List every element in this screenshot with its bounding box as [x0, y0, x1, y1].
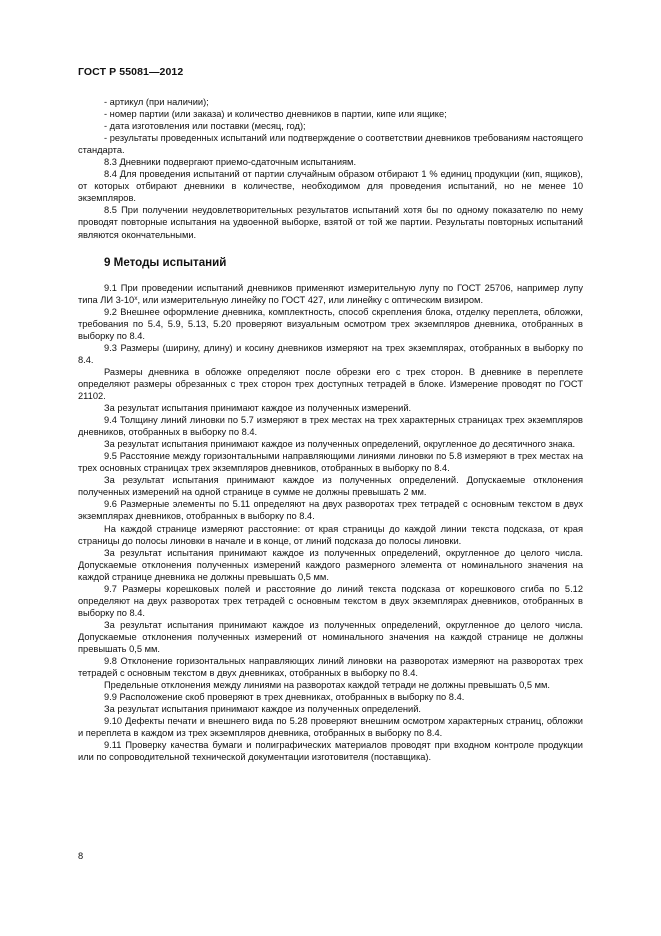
clause-9-7-para-2: За результат испытания принимают каждое из полученных определений, округленное до целого числа. Допускаемые отклонения полученных измерений от номинального значения на каждой странице не должны превышать 0,5 мм.: [78, 619, 583, 654]
list-item-batch-number: - номер партии (или заказа) и количество дневников в партии, кипе или ящике;: [104, 109, 447, 120]
clause-9-4: 9.4 Толщину линий линовки по 5.7 измеряют в трех местах на трех характерных страницах трех экземпляров дневников, отобранных в выборку по 8.4.: [78, 415, 583, 438]
clause-9-6-para-3: За результат испытания принимают каждое из полученных определений, округленное до целого числа. Допускаемые отклонения полученных измерений каждого размерного элемента от номинального значения на каждой странице дневника не должны превышать 0,5 мм.: [78, 547, 583, 582]
clause-8-4: 8.4 Для проведения испытаний от партии случайным образом отбирают 1 % единиц продукции (кип, ящиков), от которых отбирают дневники в количестве, необходимом для проведения испытаний, но не менее 10 экземпляров.: [78, 169, 583, 204]
clause-9-4-para-2: За результат испытания принимают каждое из полученных определений, округленное до десятичного знака.: [104, 439, 576, 450]
standard-header: ГОСТ Р 55081—2012: [78, 66, 184, 78]
page-content: [78, 96, 583, 763]
clause-9-1-text-b: , или измерительную линейку по ГОСТ 427, или линейку с оптическим визиром.: [137, 294, 484, 305]
clause-9-8: 9.8 Отклонение горизонтальных направляющих линий линовки на разворотах измеряют на разворотах трех тетрадей с основным текстом в двух дневниках, отобранных в выборку по 8.4.: [78, 656, 583, 679]
clause-9-3: 9.3 Размеры (ширину, длину) и косину дневников измеряют на трех экземплярах, отобранных в выборку по 8.4.: [78, 342, 583, 365]
clause-9-10: 9.10 Дефекты печати и внешнего вида по 5.28 проверяют внешним осмотром характерных страниц, обложки и переплета в каждом из трех экземпляров дневника, отобранных в выборку по 8.4.: [78, 716, 583, 739]
clause-9-5: 9.5 Расстояние между горизонтальными направляющими линиями линовки по 5.8 измеряют в трех местах на трех основных страницах трех экземпляров дневников, отобранных в выборку по 8.4.: [78, 451, 583, 474]
clause-9-3-para-3: За результат испытания принимают каждое из полученных измерений.: [104, 403, 412, 414]
section-heading: 9 Методы испытаний: [104, 255, 227, 269]
clause-8-5: 8.5 При получении неудовлетворительных результатов испытаний хотя бы по одному показателю по нему проводят повторные испытания на удвоенной выборке, взятой от той же партии. Результаты повторных испытаний являются окончательными.: [78, 205, 583, 240]
clause-9-11: 9.11 Проверку качества бумаги и полиграфических материалов проводят при входном контроле продукции или по сопроводительной технической документации изготовителя (поставщика).: [78, 740, 583, 763]
list-item-manufacture-date: - дата изготовления или поставки (месяц, год);: [104, 121, 306, 132]
list-item-article: - артикул (при наличии);: [104, 97, 209, 107]
clause-9-9: 9.9 Расположение скоб проверяют в трех дневниках, отобранных в выборку по 8.4.: [104, 692, 465, 703]
clause-9-1-superscript: x: [134, 294, 138, 302]
clause-9-6-para-2: На каждой странице измеряют расстояние: от края страницы до каждой линии текста подсказа, от края страницы до полосы линовки в начале и в конце, от линий подсказа до полосы линовки.: [78, 523, 583, 546]
clause-9-8-para-2: Предельные отклонения между линиями на разворотах каждой тетради не должны превышать 0,5 мм.: [104, 680, 551, 691]
clause-8-3: 8.3 Дневники подвергают приемо-сдаточным испытаниям.: [104, 157, 357, 168]
clause-9-1-text-a: 9.1 При проведении испытаний дневников применяют измерительную лупу по ГОСТ 25706, например лупу типа ЛИ 3-10: [78, 282, 583, 305]
clause-9-2: 9.2 Внешнее оформление дневника, комплектность, способ скрепления блока, отделку переплета, обложки, требования по 5.4, 5.9, 5.13, 5.20 проверяют визуальным осмотром трех экземпляров дневника, отобранных в выборку по 8.4.: [78, 306, 583, 341]
clause-9-3-para-2: Размеры дневника в обложке определяют после обрезки его с трех сторон. В дневнике в переплете определяют размеры обрезанных с трех сторон трех доступных тетрадей в блоке. Измерение проводят по ГОСТ 21102.: [78, 366, 583, 401]
clause-9-6: 9.6 Размерные элементы по 5.11 определяют на двух разворотах трех тетрадей с основным текстом в двух экземплярах дневников, отобранных в выборку по 8.4.: [78, 499, 583, 522]
clause-9-9-para-2: За результат испытания принимают каждое из полученных определений.: [104, 704, 421, 715]
list-item-test-results: - результаты проведенных испытаний или подтверждение о соответствии дневников требованиям настоящего стандарта.: [78, 133, 583, 156]
clause-9-1: [78, 282, 583, 306]
page-number: 8: [78, 851, 84, 861]
clause-9-5-para-2: За результат испытания принимают каждое из полученных определений. Допускаемые отклонения полученных измерений на одной странице в сумме не должны превышать 2 мм.: [78, 475, 583, 498]
clause-9-7: 9.7 Размеры корешковых полей и расстояние до линий текста подсказа от корешкового сгиба по 5.12 определяют на двух разворотах трех тетрадей с основным текстом в двух экземплярах дневников, отобранных в выборку по 8.4.: [78, 583, 583, 618]
